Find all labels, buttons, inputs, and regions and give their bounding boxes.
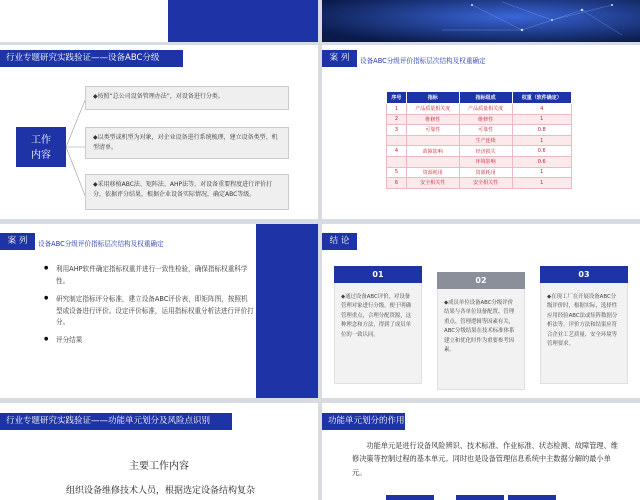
col-header: 指标组成 (459, 92, 512, 104)
table-cell: 1 (512, 178, 571, 189)
slide-conclusion[interactable] (322, 224, 640, 398)
tab-block-2 (456, 495, 504, 500)
slide-case-list[interactable] (0, 224, 318, 398)
case-tag: 案 列 (0, 233, 35, 250)
slide-top-left[interactable] (0, 0, 318, 42)
content-item-3: ◆采用移植ABC法、矩阵法、AHP法等，对设备重要程度进行评价打分，依据评分结果，根据企业设备实际情况，确定ABC等级。 (85, 174, 289, 210)
slide-top-right[interactable] (322, 0, 640, 42)
slide-abc-classification[interactable] (0, 45, 318, 219)
card-number-2: 02 (437, 272, 525, 289)
work-content-box: 工作 内容 (16, 127, 66, 167)
card-number-3: 03 (540, 266, 628, 283)
slide-title: 行业专题研究实践验证——设备ABC分级 (0, 50, 183, 67)
col-header: 序号 (387, 92, 407, 104)
col-header: 权重（软件确定） (512, 92, 571, 104)
tab-block-1 (386, 495, 434, 500)
list-item: ● 评分结果 (44, 335, 254, 347)
slide-case-table[interactable] (322, 45, 640, 219)
table-cell: 环境影响 (459, 156, 512, 167)
table-cell (406, 156, 459, 167)
table-cell: 生产连续 (459, 135, 512, 146)
table-cell: 产品质量相关度 (406, 104, 459, 115)
table-cell: 可靠性 (406, 125, 459, 136)
table-cell: 0.8 (512, 125, 571, 136)
table-cell: 3 (387, 125, 407, 136)
slide-functional-unit-role[interactable] (322, 403, 640, 500)
table-cell: 经济损失 (459, 146, 512, 157)
table-cell: 资源耗用 (406, 167, 459, 178)
table-row (387, 125, 572, 136)
body-text: 功能单元是进行设备风险辨识、技术标准、作业标准、状态检测、故障管理、维修决策等控制过程的基本单元。同时也是设备管理信息系统中主数据分解的最小单元。 (352, 441, 618, 477)
index-table (386, 91, 572, 189)
slide-title: 行业专题研究实践验证——功能单元划分及风险点识别 (0, 413, 232, 430)
conclusion-tag: 结 论 (322, 233, 357, 250)
table-cell: 维修性 (459, 114, 512, 125)
table-row (387, 146, 572, 157)
table-cell: 0.6 (512, 146, 571, 157)
table-row (387, 156, 572, 167)
tab-block-3 (508, 495, 556, 500)
table-cell (406, 135, 459, 146)
table-cell: 资源耗用 (459, 167, 512, 178)
blue-side-panel (256, 224, 318, 398)
table-cell (387, 135, 407, 146)
table-cell: 0.6 (512, 156, 571, 167)
card-number-1: 01 (334, 266, 422, 283)
table-cell: 1 (387, 104, 407, 115)
table-cell: 2 (387, 114, 407, 125)
table-row (387, 114, 572, 125)
content-item-2: ◆以类型或机型为对象，对企业设备进行系统梳理，建立设备类型、机型清单。 (85, 127, 289, 159)
table-row (387, 167, 572, 178)
blue-band (168, 0, 318, 42)
subtitle: 主要工作内容 (129, 461, 189, 472)
table-cell: 1 (512, 135, 571, 146)
conclusion-card-1: ◆通过设备ABC评价，对设备管理对象进行分级，便于明确管理重点，合理分配资源，这种理念和方法，得到了成员单位的一致认同。 (334, 266, 422, 384)
table-row (387, 104, 572, 115)
bullet-list (44, 264, 254, 353)
table-cell: 1 (512, 114, 571, 125)
case-tag: 案 列 (322, 50, 357, 67)
table-row (387, 135, 572, 146)
slide-functional-units[interactable] (0, 403, 318, 500)
table-cell: 4 (387, 146, 407, 157)
list-item: ● 利用AHP软件确定指标权重并进行一致性检验，确保指标权重科学性。 (44, 264, 254, 288)
table-cell: 可靠性 (459, 125, 512, 136)
table-cell (387, 156, 407, 167)
conclusion-card-2: ◆成员单位设备ABC分级评价结果与各单位设备配置、管理重点、管理逻辑等因素有关，ABC分级结果在技术标准体系建立和优化时作为重要参考因素。 (437, 272, 525, 390)
table-row (387, 178, 572, 189)
table-cell: 4 (512, 104, 571, 115)
table-cell: 故障影响 (406, 146, 459, 157)
table-cell: 5 (387, 167, 407, 178)
table-cell: 安全相关性 (406, 178, 459, 189)
table-cell: 6 (387, 178, 407, 189)
table-cell: 维修性 (406, 114, 459, 125)
col-header: 指标 (406, 92, 459, 104)
case-heading: 设备ABC分级评价指标层次结构及权重确定 (38, 240, 164, 248)
conclusion-card-3: ◆在现工厂在开展设备ABC分级评价时，根据实际，选择性应用经验ABC法或矩阵数据分析法等。评价方法和结果应符合企业工艺质量、安全环境等管理要求。 (540, 266, 628, 384)
network-graphic (322, 0, 640, 42)
content-item-1: ◆按照“总公司设备管理办法”，对设备进行分类。 (85, 86, 289, 110)
table-cell: 安全相关性 (459, 178, 512, 189)
slide-title: 功能单元划分的作用 (322, 413, 405, 430)
table-cell: 产品质量相关度 (459, 104, 512, 115)
table-cell: 1 (512, 167, 571, 178)
body-text: 组织设备维修技术人员，根据选定设备结构复杂 (66, 486, 256, 496)
case-heading: 设备ABC分级评价指标层次结构及权重确定 (360, 57, 486, 65)
list-item: ● 研究制定指标评分标准，建立设备ABC评价表，即矩阵图，按照机型或设备进行评价。设定评价标准，运用指标权重分析法进行评价打分。 (44, 294, 254, 330)
